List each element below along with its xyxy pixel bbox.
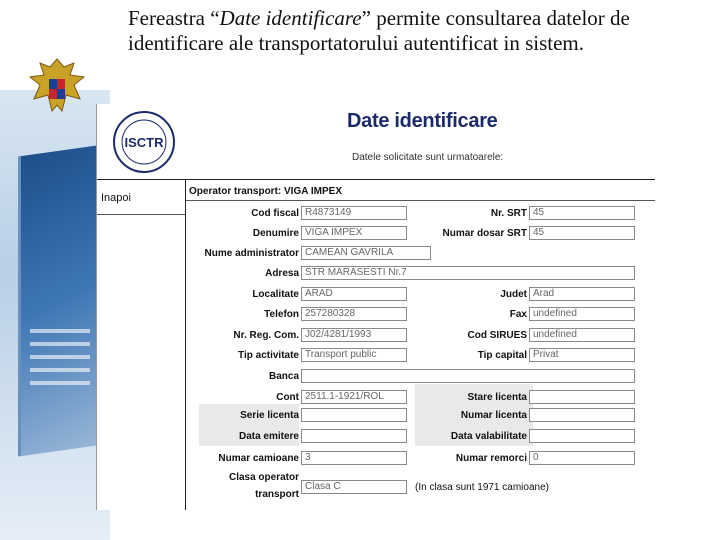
- nume-administrator-field[interactable]: CAMEAN GAVRILA: [301, 246, 431, 260]
- numar-camioane-field[interactable]: 3: [301, 451, 407, 465]
- stare-licenta-field[interactable]: [529, 390, 635, 404]
- cod-siruies-label: Cod SIRUES: [467, 330, 527, 341]
- clasa-operator-label-line2: transport: [255, 489, 299, 500]
- data-valabilitate-label: Data valabilitate: [450, 431, 527, 442]
- back-link[interactable]: Inapoi: [101, 192, 131, 204]
- localitate-label: Localitate: [252, 289, 299, 300]
- data-valabilitate-field[interactable]: [529, 429, 635, 443]
- telefon-label: Telefon: [264, 309, 299, 320]
- tip-capital-field[interactable]: Privat: [529, 348, 635, 362]
- denumire-label: Denumire: [252, 228, 299, 239]
- clasa-note: (In clasa sunt 1971 camioane): [415, 482, 549, 493]
- telefon-field[interactable]: 257280328: [301, 307, 407, 321]
- cod-fiscal-field[interactable]: R4873149: [301, 206, 407, 220]
- page-subtitle: Datele solicitate sunt urmatoarele:: [352, 152, 504, 163]
- decorative-sidebar-image: [0, 90, 110, 540]
- serie-licenta-field[interactable]: [301, 408, 407, 422]
- sidebar-divider: [185, 180, 186, 510]
- numar-dosar-srt-field[interactable]: 45: [529, 226, 635, 240]
- adresa-field[interactable]: STR MARASESTI Nr.7: [301, 266, 635, 280]
- numar-licenta-field[interactable]: [529, 408, 635, 422]
- clasa-operator-field[interactable]: Clasa C: [301, 480, 407, 494]
- numar-licenta-label: Numar licenta: [460, 410, 527, 421]
- numar-remorci-label: Numar remorci: [455, 453, 527, 464]
- page-title: Date identificare: [347, 110, 498, 132]
- denumire-field[interactable]: VIGA IMPEX: [301, 226, 407, 240]
- header-divider: [97, 179, 655, 180]
- data-emitere-label: Data emitere: [238, 431, 299, 442]
- banca-label: Banca: [268, 371, 299, 382]
- serie-licenta-label: Serie licenta: [240, 410, 299, 421]
- numar-camioane-label: Numar camioane: [218, 453, 299, 464]
- operator-heading: Operator transport: VIGA IMPEX: [189, 186, 342, 197]
- adresa-label: Adresa: [265, 268, 299, 279]
- data-emitere-field[interactable]: [301, 429, 407, 443]
- nr-srt-field[interactable]: 45: [529, 206, 635, 220]
- isctr-logo: [99, 106, 189, 178]
- sidebar-separator: [97, 214, 185, 215]
- judet-label: Judet: [500, 289, 527, 300]
- banca-field[interactable]: [301, 369, 635, 383]
- clasa-operator-label-line1: Clasa operator: [228, 472, 299, 483]
- numar-dosar-srt-label: Numar dosar SRT: [442, 228, 527, 239]
- nr-reg-com-field[interactable]: J02/4281/1993: [301, 328, 407, 342]
- fax-field[interactable]: undefined: [529, 307, 635, 321]
- numar-remorci-field[interactable]: 0: [529, 451, 635, 465]
- slide-title: Fereastra “Date identificare” permite consultarea datelor de identificare ale transportatorului autentificat in sistem.: [128, 6, 630, 55]
- nr-reg-com-label: Nr. Reg. Com.: [233, 330, 299, 341]
- tip-activitate-field[interactable]: Transport public: [301, 348, 407, 362]
- app-window: [96, 104, 655, 510]
- cod-fiscal-label: Cod fiscal: [251, 208, 299, 219]
- operator-separator: [186, 200, 655, 201]
- localitate-field[interactable]: ARAD: [301, 287, 407, 301]
- logo-text: ISCTR: [124, 135, 164, 150]
- fax-label: Fax: [509, 309, 527, 320]
- cont-field[interactable]: 2511.1-1921/ROL: [301, 390, 407, 404]
- tip-activitate-label: Tip activitate: [238, 350, 299, 361]
- nume-administrator-label: Nume administrator: [204, 248, 299, 259]
- cont-label: Cont: [276, 392, 299, 403]
- nr-srt-label: Nr. SRT: [490, 208, 527, 219]
- coat-of-arms-icon: [22, 55, 92, 125]
- tip-capital-label: Tip capital: [477, 350, 527, 361]
- cod-siruies-field[interactable]: undefined: [529, 328, 635, 342]
- stare-licenta-label: Stare licenta: [467, 392, 527, 403]
- judet-field[interactable]: Arad: [529, 287, 635, 301]
